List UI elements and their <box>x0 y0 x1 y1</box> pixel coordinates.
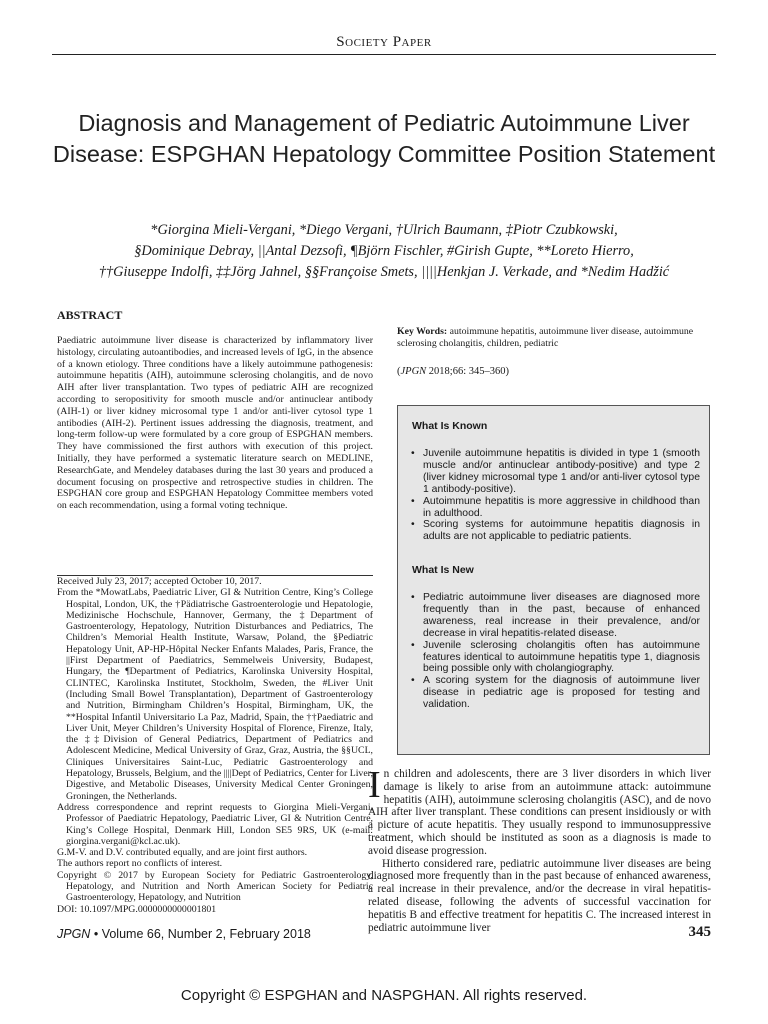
bullet-icon: • <box>411 495 415 507</box>
list-item: • Scoring systems for autoimmune hepatitis diagnosis in adults are not applicable to pediatric patients. <box>411 519 700 543</box>
what-is-new-list <box>410 592 700 711</box>
author-line: *Giorgina Mieli-Vergani, *Diego Vergani, †Ulrich Baumann, ‡Piotr Czubkowski, <box>150 222 618 238</box>
body-paragraph: In children and adolescents, there are 3 liver disorders in which liver damage is likely to arise from an autoimmune attack: autoimmune hepatitis (AIH), autoimmune sclerosing cholangitis (ASC), and de novo AIH after liver transplant. These conditions can present insidiously or with a picture of acute hepatitis. They usually respond to immunosuppressive treatment, which should be instituted as soon as a diagnosis is made to avoid disease progression. <box>368 764 711 857</box>
bullet-icon: • <box>411 448 415 459</box>
section-label: Society Paper <box>336 34 432 50</box>
abstract-text: Paediatric autoimmune liver disease is characterized by inflammatory liver histology, circulating autoantibodies, and increased levels of IgG, in the absence of a known etiology. Three conditions have a likely autoimmune pathogenesis: autoimmune hepatitis (AIH), autoimmune sclerosing cholangitis, and de novo AIH after liver transplantation. Two types of pediatric AIH are recognized according to seropositivity for smooth muscle and/or antinuclear antibody (AIH-1) or liver kidney microsomal type 1 and/or anti-liver cytosol type 1 antibodies (AIH-2). Pertinent issues addressing the diagnosis, treatment, and long-term follow-up were formulated by a core group of ESPGHAN members. They have commissioned the first authors with execution of this project. Initially, they have performed a systematic literature search on MEDLINE, ResearchGate, and Mendeley databases during the last 30 years and produced a document focusing on prospective and retrospective studies in children. The ESPGHAN core group and ESPGHAN Hepatology Committee members voted on each recommendation, using a formal voting technique. <box>57 335 373 512</box>
footnotes <box>57 576 373 915</box>
doi: DOI: 10.1097/MPG.0000000000001801 <box>57 903 217 915</box>
what-is-new-heading: What Is New <box>412 564 474 576</box>
footer-separator: • <box>93 927 99 941</box>
list-item: • Pediatric autoimmune liver diseases are diagnosed more frequently than in the past, because of enhanced awareness, real increase in their prevalence, and/or decrease in viral hepatitis-related disease. <box>411 592 700 639</box>
list-item: • Juvenile autoimmune hepatitis is divided in type 1 (smooth muscle and/or antinuclear antibody-positive) and type 2 (liver kidney microsomal type 1 and/or anti-liver cytosol type 1 antibody-positive). <box>411 448 700 495</box>
author-line: §Dominique Debray, ||Antal Dezsofi, ¶Björn Fischler, #Girish Gupte, **Loreto Hierro, <box>134 243 634 259</box>
footer-journal: JPGN <box>57 927 91 941</box>
copyright-banner: Copyright © ESPGHAN and NASPGHAN. All rights reserved. <box>180 987 588 1004</box>
abstract-heading: ABSTRACT <box>57 308 123 322</box>
article-title: Diagnosis and Management of Pediatric Autoimmune Liver Disease: ESPGHAN Hepatology Committee Position Statement <box>52 110 716 167</box>
citation-details: 2018;66: 345–360) <box>428 366 510 377</box>
joint-authors-note: G.M-V. and D.V. contributed equally, and are joint first authors. <box>57 847 308 859</box>
body-paragraph: Hitherto considered rare, pediatric autoimmune liver diseases are being diagnosed more frequently than in the past because of enhanced awareness, a real increase in their prevalence, and/or the decrease in viral hepatitis-related disease, following the advents of successful vaccination for hepatitis B and effective treatment for hepatitis C. The increased interest in pediatric autoimmune liver <box>368 857 711 934</box>
bullet-icon: • <box>411 592 415 603</box>
body-text <box>368 764 711 934</box>
conflicts-note: The authors report no conflicts of interest. <box>57 858 223 870</box>
author-list <box>50 220 718 283</box>
what-is-known-heading: What Is Known <box>412 420 488 432</box>
citation-journal: JPGN <box>400 366 427 377</box>
keywords <box>397 326 711 350</box>
received-date: Received July 23, 2017; accepted October 10, 2017. <box>57 576 262 587</box>
header-rule <box>52 54 716 55</box>
citation: (JPGN 2018;66: 345–360) <box>397 366 510 377</box>
keywords-text: autoimmune hepatitis, autoimmune liver disease, autoimmune sclerosing cholangitis, children, pediatric <box>397 326 694 349</box>
summary-box <box>397 405 710 755</box>
list-item: • Juvenile sclerosing cholangitis often has autoimmune features identical to autoimmune hepatitis type 1, diagnosis being possible only with cholangiography. <box>411 639 700 675</box>
section-header <box>0 28 768 58</box>
what-is-known-list <box>410 448 700 543</box>
footer-issue: Volume 66, Number 2, February 2018 <box>101 927 311 941</box>
correspondence: Address correspondence and reprint requests to Giorgina Mieli-Vergani, Professor of Paediatric Hepatology, Paediatric Liver, GI & Nutrition Centre, King’s College Hospital, Denmark Hill, London SE5 9RS, UK (e-mail: giorgina.vergani@kcl.ac.uk). <box>57 801 373 847</box>
page-number: 345 <box>688 924 711 940</box>
keywords-label: Key Words: <box>397 326 448 337</box>
bullet-icon: • <box>411 519 415 531</box>
bullet-icon: • <box>411 675 415 687</box>
list-item: • Autoimmune hepatitis is more aggressive in childhood than in adulthood. <box>411 495 700 519</box>
affiliations: From the *MowatLabs, Paediatric Liver, GI & Nutrition Centre, King’s College Hospital, London, UK, the †Pädiatrische Gastroenterologie und Hepatologie, Medizinische Hochschule, Hannover, Germany, the ‡Department of Gastroenterology, Hepatology, Nutrition Disturbances and Pediatrics, The Children’s Memorial Health Institute, Warsaw, Poland, the §Pediatric Hepatology Unit, AP-HP-Hôpital Necker Enfants Malades, Paris, France, the ||First Department of Paediatrics, Semmelweis University, Budapest, Hungary, the ¶Department of Pediatrics, Karolinska University Hospital, CLINTEC, Karolinska Institutet, Stockholm, Sweden, the #Liver Unit (Including Small Bowel Transplantation), Department of Gastroenterology and Nutrition, Birmingham Children’s Hospital, Birmingham, UK, the **Hospital Infantil Universitario La Paz, Madrid, Spain, the ††Paediatric and Liver Unit, Meyer Children’s University Hospital of Florence, Firenze, Italy, the ‡‡Division of General Pediatrics, Department of Pediatrics and Adolescent Medicine, Medical University of Graz, Graz, Austria, the §§UCL, Cliniques Universitaires Saint-Luc, Pediatric Gastroenterology and Hepatology, Brussels, Belgium, and the ||||Dept of Pediatrics, Center for Liver, Digestive, and Metabolic Diseases, University Medical Center Groningen, Groningen, the Netherlands. <box>57 587 373 802</box>
list-item: • A scoring system for the diagnosis of autoimmune liver disease in pediatric age is proposed for testing and validation. <box>411 675 700 711</box>
bullet-icon: • <box>411 639 415 651</box>
copyright-note: Copyright © 2017 by European Society for Pediatric Gastroenterology, Hepatology, and Nutrition and North American Society for Pediatric Gastroenterology, Hepatology, and Nutrition <box>57 869 373 904</box>
drop-cap: I <box>368 764 381 806</box>
journal-footer <box>57 927 311 941</box>
author-line: ††Giuseppe Indolfi, ‡‡Jörg Jahnel, §§Françoise Smets, ||||Henkjan J. Verkade, and *Nedim Hadžić <box>98 264 670 280</box>
